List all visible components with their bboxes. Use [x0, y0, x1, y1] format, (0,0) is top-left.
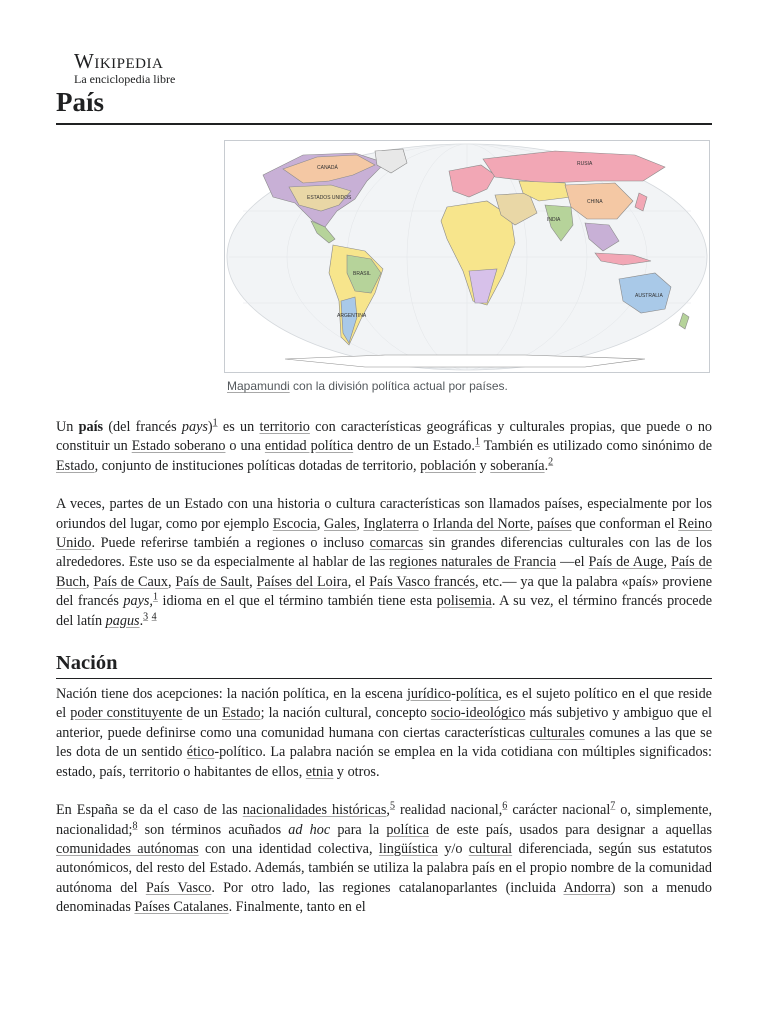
link-etnia[interactable]: etnia: [305, 763, 334, 780]
ref-link[interactable]: 7: [610, 800, 616, 812]
page-title: País: [56, 87, 105, 117]
bold-term: país: [78, 419, 104, 435]
link-cultural[interactable]: cultural: [468, 840, 513, 857]
intro-paragraph-2: A veces, partes de un Estado con una historia o cultura características son llamados países, especialmente por los oriundos del lugar, como por ejemplo Escocia, Gales, Inglaterra o Irlanda del Norte, países que conforman el Reino Unido. Puede referirse también a regiones o incluso comarcas sin grandes diferencias culturales con las de los alrededores. Este uso se da especialmente al hablar de las regiones naturales de Francia —el País de Auge, País de Buch, País de Caux, País de Sault, Países del Loira, el País Vasco francés, etc.— ya que la palabra «país» proviene del francés pays,$^1$ idioma en el que el término también tiene esta polisemia. A su vez, el término francés procede del latín pagus.$^3$ $^4$: [56, 496, 713, 629]
link-estado[interactable]: Estado: [56, 457, 95, 474]
logo-wordmark: Wikipedia: [74, 49, 164, 73]
link-andorra[interactable]: Andorra: [563, 879, 611, 896]
russia: [483, 151, 665, 183]
article-body: [56, 418, 712, 937]
link-linguistica[interactable]: lingüística: [378, 840, 438, 857]
italic-term: pays: [181, 419, 208, 435]
link-estado-soberano[interactable]: Estado soberano: [131, 438, 226, 455]
link-etico[interactable]: ético: [186, 744, 215, 761]
link-politica[interactable]: política: [455, 686, 499, 703]
logo-tagline: La enciclopedia libre: [74, 72, 176, 86]
link-comarcas[interactable]: comarcas: [369, 535, 424, 552]
ref-link[interactable]: 3: [143, 610, 149, 622]
link-entidad-politica[interactable]: entidad política: [264, 438, 354, 455]
link-paises[interactable]: países: [536, 515, 572, 532]
link-politica[interactable]: política: [386, 821, 429, 838]
link-culturales[interactable]: culturales: [529, 724, 585, 741]
link-paises-del-loira[interactable]: Países del Loira: [256, 573, 348, 590]
link-pais-de-sault[interactable]: País de Sault: [175, 573, 250, 590]
italic-term: ad hoc: [288, 821, 331, 838]
map-label: CHINA: [587, 199, 603, 205]
ref-link[interactable]: 2: [548, 456, 554, 468]
section-heading-nacion: Nación: [56, 652, 118, 675]
link-inglaterra[interactable]: Inglaterra: [363, 515, 419, 532]
link-pais-de-buch[interactable]: País de Buch: [56, 554, 712, 590]
link-pagus[interactable]: pagus: [105, 612, 140, 629]
ref-link[interactable]: 4: [151, 610, 157, 622]
ref-link[interactable]: 1: [212, 417, 218, 429]
intro-paragraph-1: Un país (del francés pays)$^1$ es un territorio con características geográficas y culturales propias, que puede o no constituir un Estado soberano o una entidad política dentro de un Estado.$^1$ También es utilizado como sinónimo de Estado, conjunto de instituciones políticas dotadas de territorio, población y soberanía.$^2$: [56, 417, 713, 474]
link-irlanda-del-norte[interactable]: Irlanda del Norte: [432, 515, 530, 532]
figure-caption: [227, 379, 710, 393]
link-nacionalidades-historicas[interactable]: nacionalidades históricas: [242, 802, 387, 819]
title-divider: [56, 123, 712, 125]
new-zealand: [679, 313, 689, 329]
nacion-paragraph-1: Nación tiene dos acepciones: la nación política, en la escena jurídico-política, es el sujeto político en el que reside el poder constituyente de un Estado; la nación cultural, concepto socio-ideológico más subjetivo y ambiguo que el anterior, puede definirse como una comunidad humana con ciertas características culturales comunes a las que se les dota de un sentido ético-político. La palabra nación se emplea en la vida cotidiana con múltiples significados: estado, país, territorio o habitantes de ellos, etnia y otros.: [56, 686, 712, 780]
ref-link[interactable]: 5: [389, 800, 395, 812]
map-label: RUSIA: [577, 161, 593, 167]
link-poder-constituyente[interactable]: poder constituyente: [70, 705, 183, 722]
map-label: ESTADOS UNIDOS: [307, 195, 352, 201]
wikipedia-logo[interactable]: [74, 50, 214, 86]
nacion-paragraph-2: En España se da el caso de las nacionalidades históricas,$^5$ realidad nacional,$^6$ carácter nacional$^7$ o, simplemente, nacionalidad;$^8$ son términos acuñados ad hoc para la política de este país, usados para designar a aquellas comunidades autónomas con una identidad colectiva, lingüística y/o cultural diferenciada, según sus estatutos autonómicos, del resto del Estado. Además, también se utiliza la palabra país en el propio nombre de la comunidad autónoma del País Vasco. Por otro lado, las regiones catalanoparlantes (incluida Andorra) son a menudo denominadas Países Catalanes. Finalmente, tanto en el: [56, 800, 713, 916]
ref-link[interactable]: 1: [152, 591, 158, 603]
antarctica: [285, 355, 645, 367]
link-pais-de-caux[interactable]: País de Caux: [93, 573, 168, 590]
map-figure: [224, 140, 710, 393]
link-pais-vasco-frances[interactable]: País Vasco francés: [369, 573, 475, 590]
link-juridico[interactable]: jurídico: [406, 686, 452, 703]
link-comunidades-autonomas[interactable]: comunidades autónomas: [56, 840, 199, 857]
link-paises-catalanes[interactable]: Países Catalanes: [134, 899, 229, 916]
world-map-image[interactable]: [224, 140, 710, 373]
world-map: [225, 141, 709, 372]
italic-term: pays,: [123, 593, 153, 610]
caption-text: con la división política actual por países.: [289, 379, 508, 393]
link-reino-unido[interactable]: Reino Unido: [56, 515, 713, 552]
link-polisemia[interactable]: polisemia: [436, 593, 492, 610]
map-label: INDIA: [547, 217, 561, 223]
map-label: AUSTRALIA: [635, 293, 663, 299]
ref-link[interactable]: 8: [132, 819, 138, 831]
link-escocia[interactable]: Escocia: [272, 515, 317, 532]
link-poblacion[interactable]: población: [420, 457, 477, 474]
link-regiones-naturales-de-francia[interactable]: regiones naturales de Francia: [389, 554, 557, 571]
map-label: CANADÁ: [317, 165, 338, 171]
link-gales[interactable]: Gales: [324, 515, 357, 532]
link-territorio[interactable]: territorio: [259, 419, 310, 435]
ref-link[interactable]: 6: [502, 800, 508, 812]
link-estado[interactable]: Estado: [221, 705, 261, 722]
map-label: ARGENTINA: [337, 313, 367, 319]
link-pais-vasco[interactable]: País Vasco: [145, 879, 212, 896]
ref-link[interactable]: 1: [474, 436, 480, 448]
link-pais-de-auge[interactable]: País de Auge: [588, 554, 664, 571]
link-soberania[interactable]: soberanía: [490, 457, 545, 474]
caption-link-mapamundi[interactable]: Mapamundi: [227, 379, 290, 393]
section-divider: [56, 678, 712, 679]
link-socio-ideologico[interactable]: socio-ideológico: [430, 705, 526, 722]
map-label: BRASIL: [353, 271, 371, 277]
